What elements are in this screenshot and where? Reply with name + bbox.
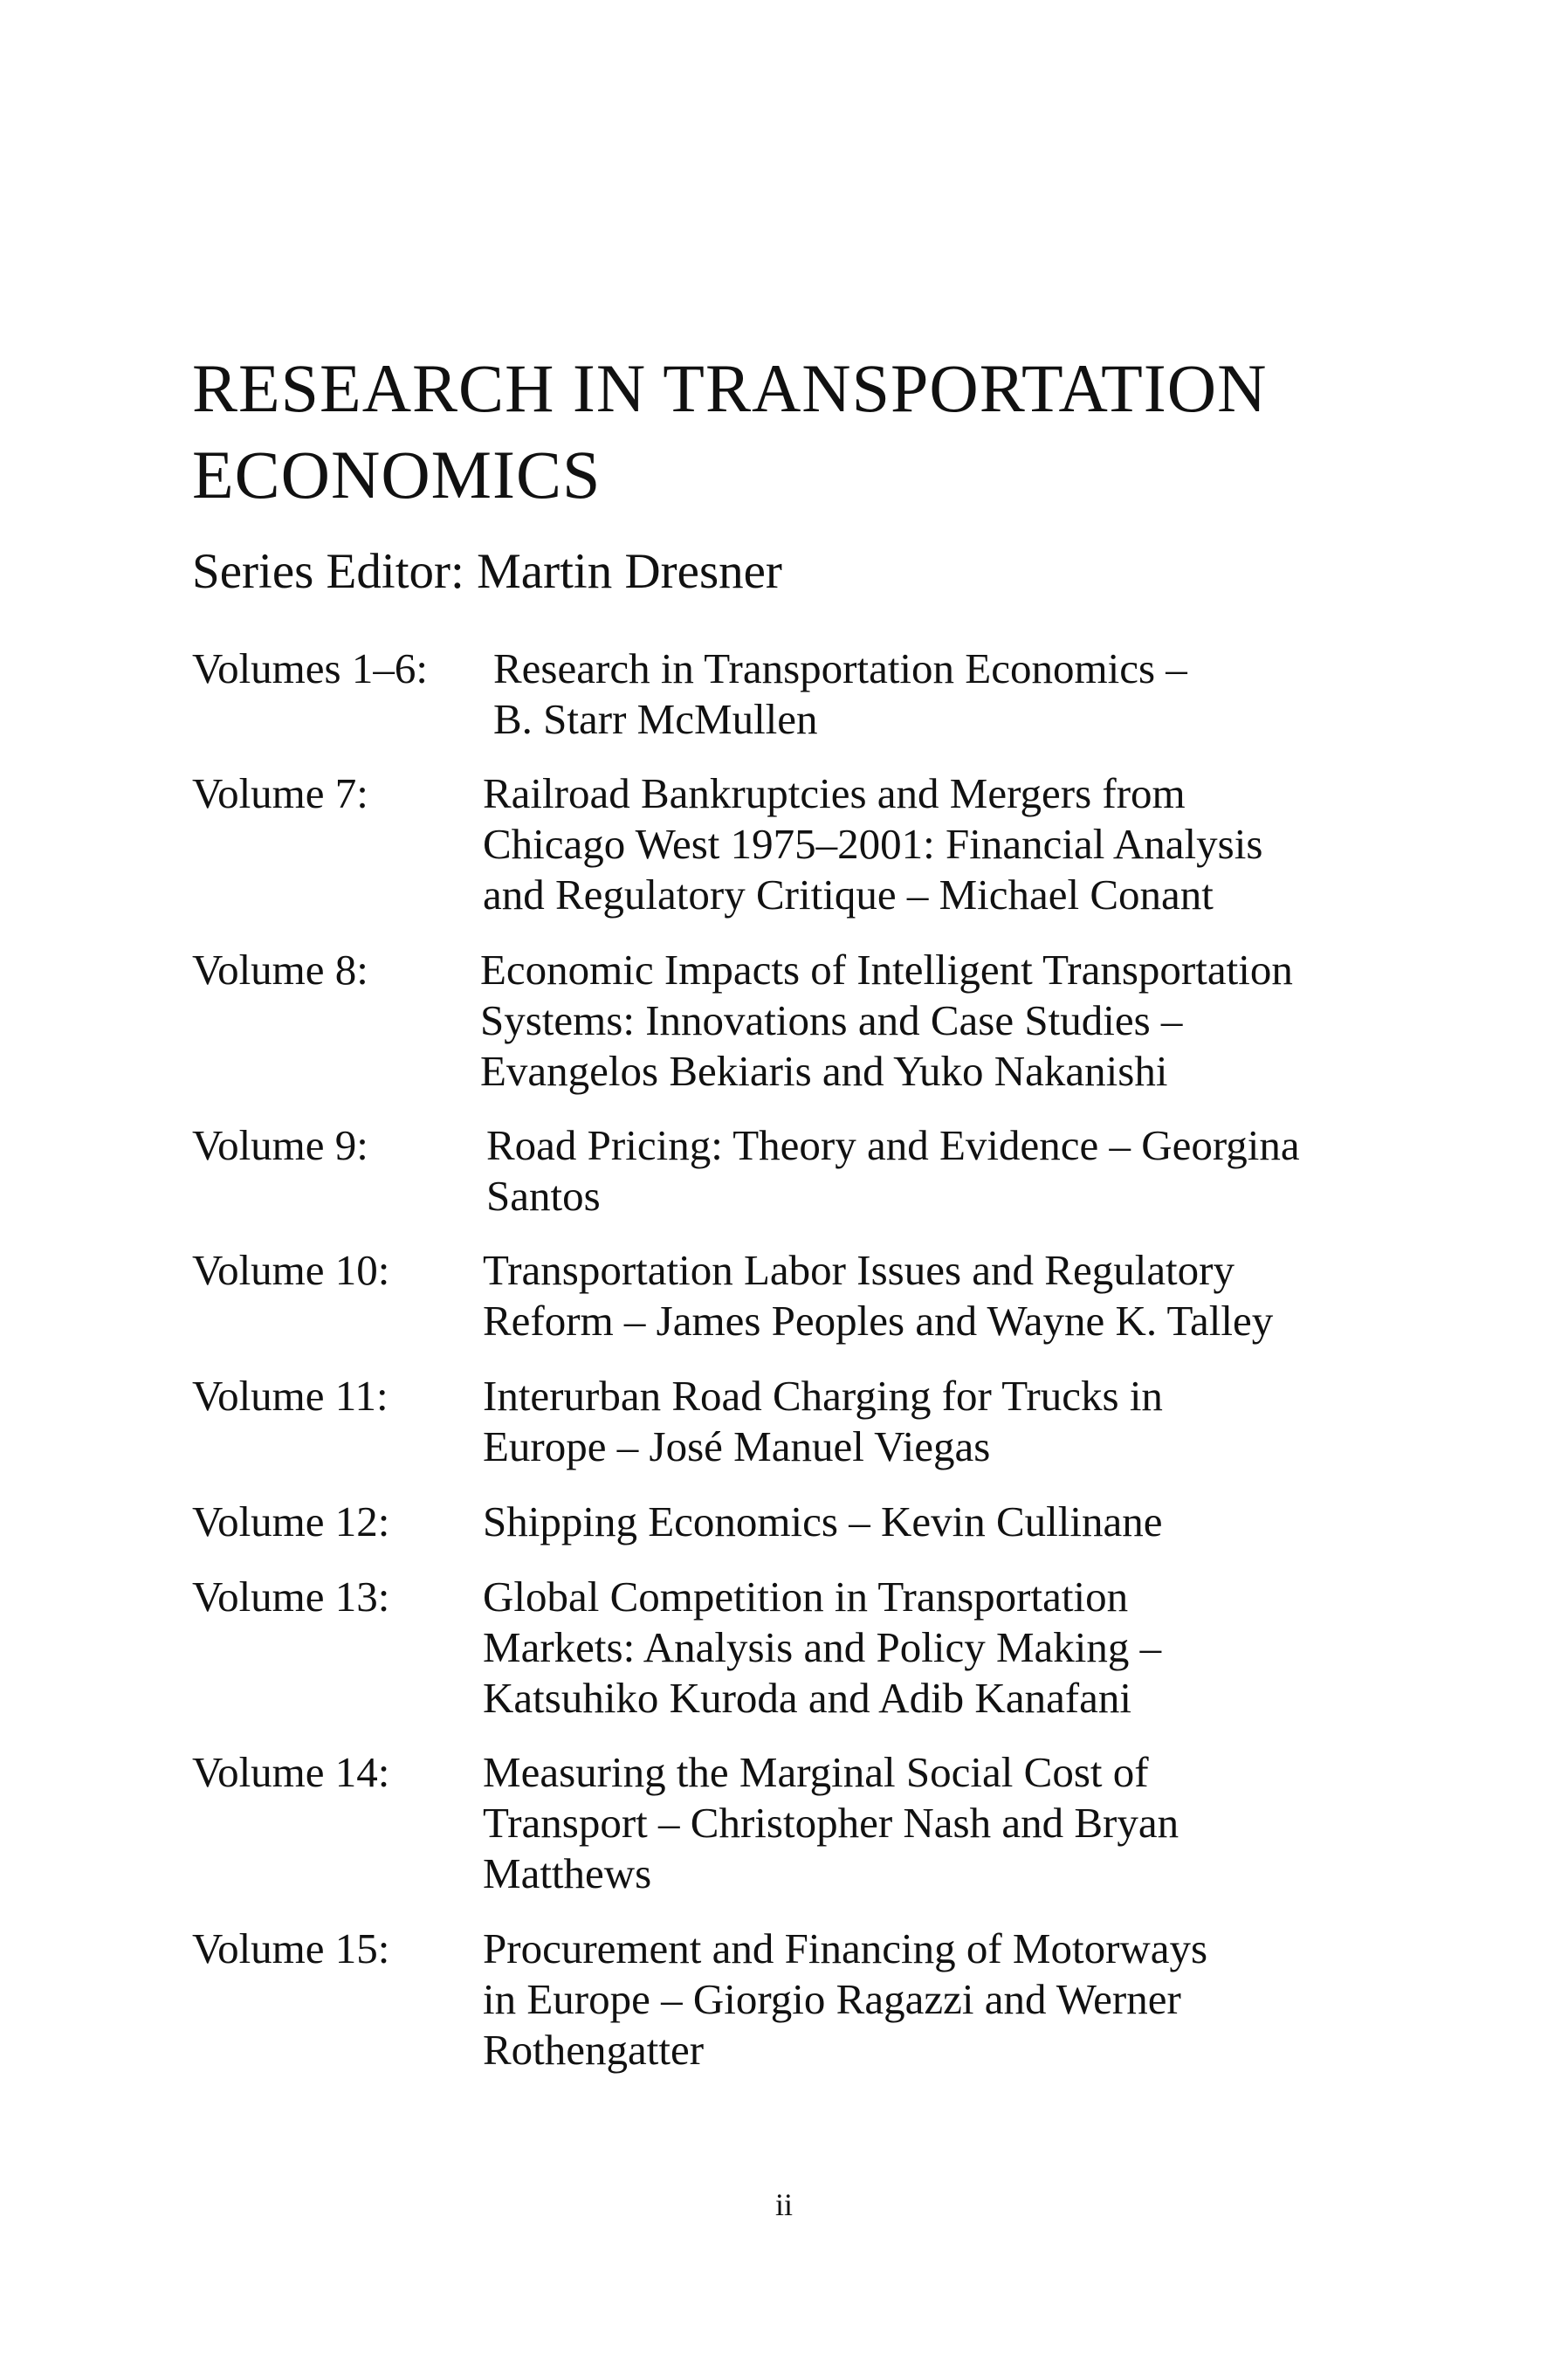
volume-label: Volume 10: (192, 1246, 390, 1294)
volume-description (486, 1120, 1438, 1222)
volume-description-line: Transportation Labor Issues and Regulatory (483, 1246, 1234, 1294)
series-title-line: ECONOMICS (192, 437, 602, 513)
volume-description-line: Interurban Road Charging for Trucks in (483, 1372, 1163, 1420)
volume-description (483, 1572, 1434, 1724)
volume-description-line: Systems: Innovations and Case Studies – (480, 996, 1183, 1044)
volume-description-line: in Europe – Giorgio Ragazzi and Werner (483, 1975, 1181, 2023)
volume-description (493, 644, 1445, 745)
page-number: ii (774, 2187, 793, 2222)
volume-label: Volume 7: (192, 769, 368, 817)
volume-description-line: and Regulatory Critique – Michael Conant (483, 871, 1214, 919)
volume-description-line: Matthews (483, 1849, 652, 1897)
volume-label: Volume 8: (192, 946, 368, 994)
volume-label: Volume 14: (192, 1748, 390, 1796)
volume-description (483, 1747, 1434, 1899)
volume-description (483, 1245, 1434, 1346)
volume-label: Volume 15: (192, 1924, 390, 1972)
volume-description-line: B. Starr McMullen (493, 695, 818, 743)
volume-label: Volume 13: (192, 1573, 390, 1621)
volume-description-line: Research in Transportation Economics – (493, 644, 1187, 692)
volume-description-line: Economic Impacts of Intelligent Transportation (480, 946, 1293, 994)
volume-label: Volume 9: (192, 1121, 368, 1169)
volume-description-line: Rothengatter (483, 2026, 705, 2074)
volume-description-line: Evangelos Bekiaris and Yuko Nakanishi (480, 1047, 1168, 1095)
volume-description-line: Transport – Christopher Nash and Bryan (483, 1799, 1179, 1847)
volume-label: Volume 12: (192, 1497, 390, 1545)
volume-description-line: Chicago West 1975–2001: Financial Analysis (483, 820, 1263, 868)
volume-description-line: Measuring the Marginal Social Cost of (483, 1748, 1149, 1796)
volume-label: Volumes 1–6: (192, 644, 428, 692)
volume-description-line: Reform – James Peoples and Wayne K. Talley (483, 1297, 1274, 1345)
volume-description-line: Global Competition in Transportation (483, 1573, 1129, 1621)
volume-description-line: Railroad Bankruptcies and Mergers from (483, 769, 1186, 817)
volume-description-line: Shipping Economics – Kevin Cullinane (483, 1497, 1163, 1545)
volume-description (483, 768, 1434, 920)
volume-description-line: Markets: Analysis and Policy Making – (483, 1623, 1162, 1671)
volume-description-line: Road Pricing: Theory and Evidence – Georgina (486, 1121, 1300, 1169)
volume-description-line: Procurement and Financing of Motorways (483, 1924, 1208, 1972)
series-title-line: RESEARCH IN TRANSPORTATION (192, 350, 1268, 426)
volume-description (483, 1371, 1434, 1472)
series-editor: Series Editor: Martin Dresner (192, 544, 782, 599)
volume-description-line: Europe – José Manuel Viegas (483, 1422, 991, 1470)
volume-description-line: Santos (486, 1172, 601, 1220)
series-title (192, 345, 1414, 518)
volume-description (483, 1497, 1434, 1547)
volume-description-line: Katsuhiko Kuroda and Adib Kanafani (483, 1674, 1131, 1722)
volume-label: Volume 11: (192, 1372, 389, 1420)
volume-description (483, 1924, 1434, 2075)
volume-description (480, 945, 1432, 1097)
